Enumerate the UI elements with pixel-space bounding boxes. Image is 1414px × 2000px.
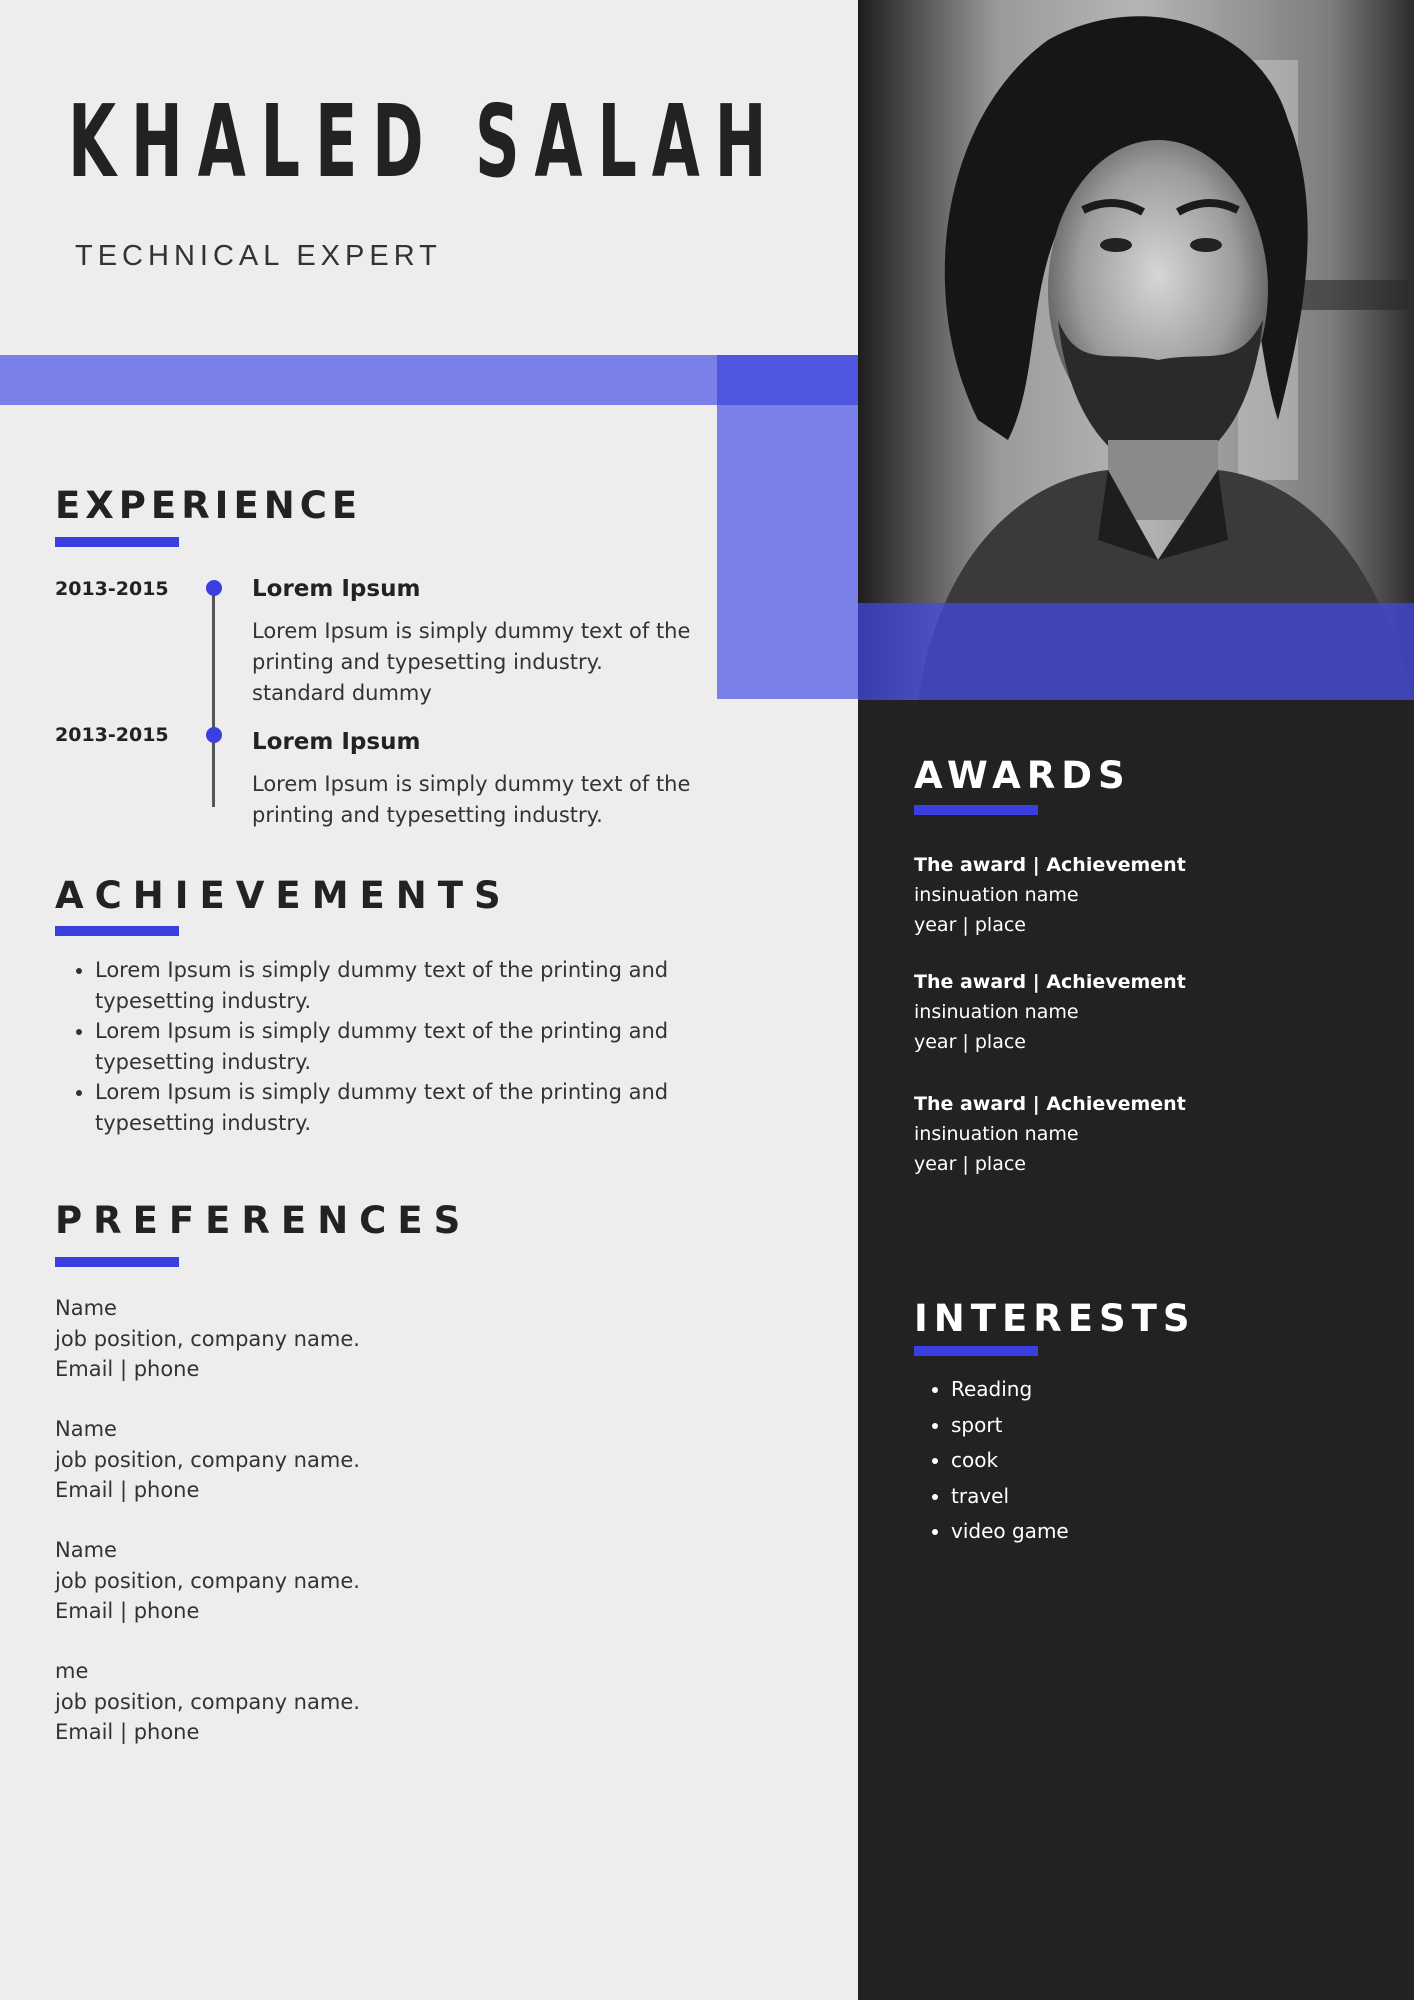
candidate-name: KHALED SALAH [68, 83, 782, 200]
award-meta: year | place [914, 914, 1026, 936]
preferences-underline [55, 1257, 179, 1267]
list-item: • Lorem Ipsum is simply dummy text of the printing and typesetting industry. [95, 955, 755, 1016]
accent-square [717, 355, 858, 699]
experience-timeline [212, 589, 215, 807]
reference-entry [55, 1293, 655, 1385]
award-title: The award | Achievement [914, 854, 1186, 876]
list-item: • sport [951, 1408, 1069, 1444]
experience-date: 2013-2015 [55, 578, 169, 600]
award-name: insinuation name [914, 1001, 1079, 1023]
reference-contact: Email | phone [55, 1599, 200, 1623]
reference-entry [55, 1414, 655, 1506]
achievements-underline [55, 926, 179, 936]
experience-role: Lorem Ipsum [252, 729, 421, 755]
reference-contact: Email | phone [55, 1478, 200, 1502]
award-name: insinuation name [914, 1123, 1079, 1145]
timeline-dot [206, 727, 222, 743]
reference-contact: Email | phone [55, 1720, 200, 1744]
award-meta: year | place [914, 1153, 1026, 1175]
preferences-heading: PREFERENCES [55, 1199, 472, 1242]
list-item: • video game [951, 1514, 1069, 1550]
list-item: • cook [951, 1443, 1069, 1479]
portrait-illustration [858, 0, 1414, 700]
achievements-list [52, 955, 755, 1138]
award-title: The award | Achievement [914, 971, 1186, 993]
candidate-title: TECHNICAL EXPERT [75, 240, 442, 272]
reference-position: job position, company name. [55, 1447, 360, 1472]
reference-name: Name [55, 1417, 117, 1441]
award-name: insinuation name [914, 884, 1079, 906]
reference-position: job position, company name. [55, 1326, 360, 1351]
achievements-heading: ACHIEVEMENTS [55, 874, 512, 917]
experience-heading: EXPERIENCE [55, 484, 363, 527]
list-item: • Lorem Ipsum is simply dummy text of the printing and typesetting industry. [95, 1077, 755, 1138]
interests-heading: INTERESTS [914, 1297, 1196, 1340]
profile-photo [858, 0, 1414, 700]
interests-underline [914, 1346, 1038, 1356]
reference-name: Name [55, 1296, 117, 1320]
interests-list [914, 1372, 1069, 1550]
reference-contact: Email | phone [55, 1357, 200, 1381]
reference-position: job position, company name. [55, 1568, 360, 1593]
list-item: • Reading [951, 1372, 1069, 1408]
experience-description: Lorem Ipsum is simply dummy text of the printing and typesetting industry. [252, 772, 691, 827]
award-meta: year | place [914, 1031, 1026, 1053]
reference-name: Name [55, 1538, 117, 1562]
award-title: The award | Achievement [914, 1093, 1186, 1115]
reference-entry [55, 1535, 655, 1627]
award-entry [914, 850, 1374, 940]
timeline-dot [206, 580, 222, 596]
award-entry [914, 1089, 1374, 1179]
reference-entry [55, 1656, 655, 1748]
list-item: • travel [951, 1479, 1069, 1515]
experience-underline [55, 537, 179, 547]
awards-underline [914, 805, 1038, 815]
awards-heading: AWARDS [914, 754, 1131, 797]
list-item: • Lorem Ipsum is simply dummy text of the printing and typesetting industry. [95, 1016, 755, 1077]
experience-description: Lorem Ipsum is simply dummy text of the printing and typesetting industry. standard dummy [252, 619, 691, 705]
experience-role: Lorem Ipsum [252, 576, 421, 602]
experience-date: 2013-2015 [55, 724, 169, 746]
reference-name: me [55, 1659, 89, 1683]
award-entry [914, 967, 1374, 1057]
reference-position: job position, company name. [55, 1689, 360, 1714]
accent-square-overlap [717, 355, 858, 405]
photo-accent-overlay [858, 603, 1414, 700]
